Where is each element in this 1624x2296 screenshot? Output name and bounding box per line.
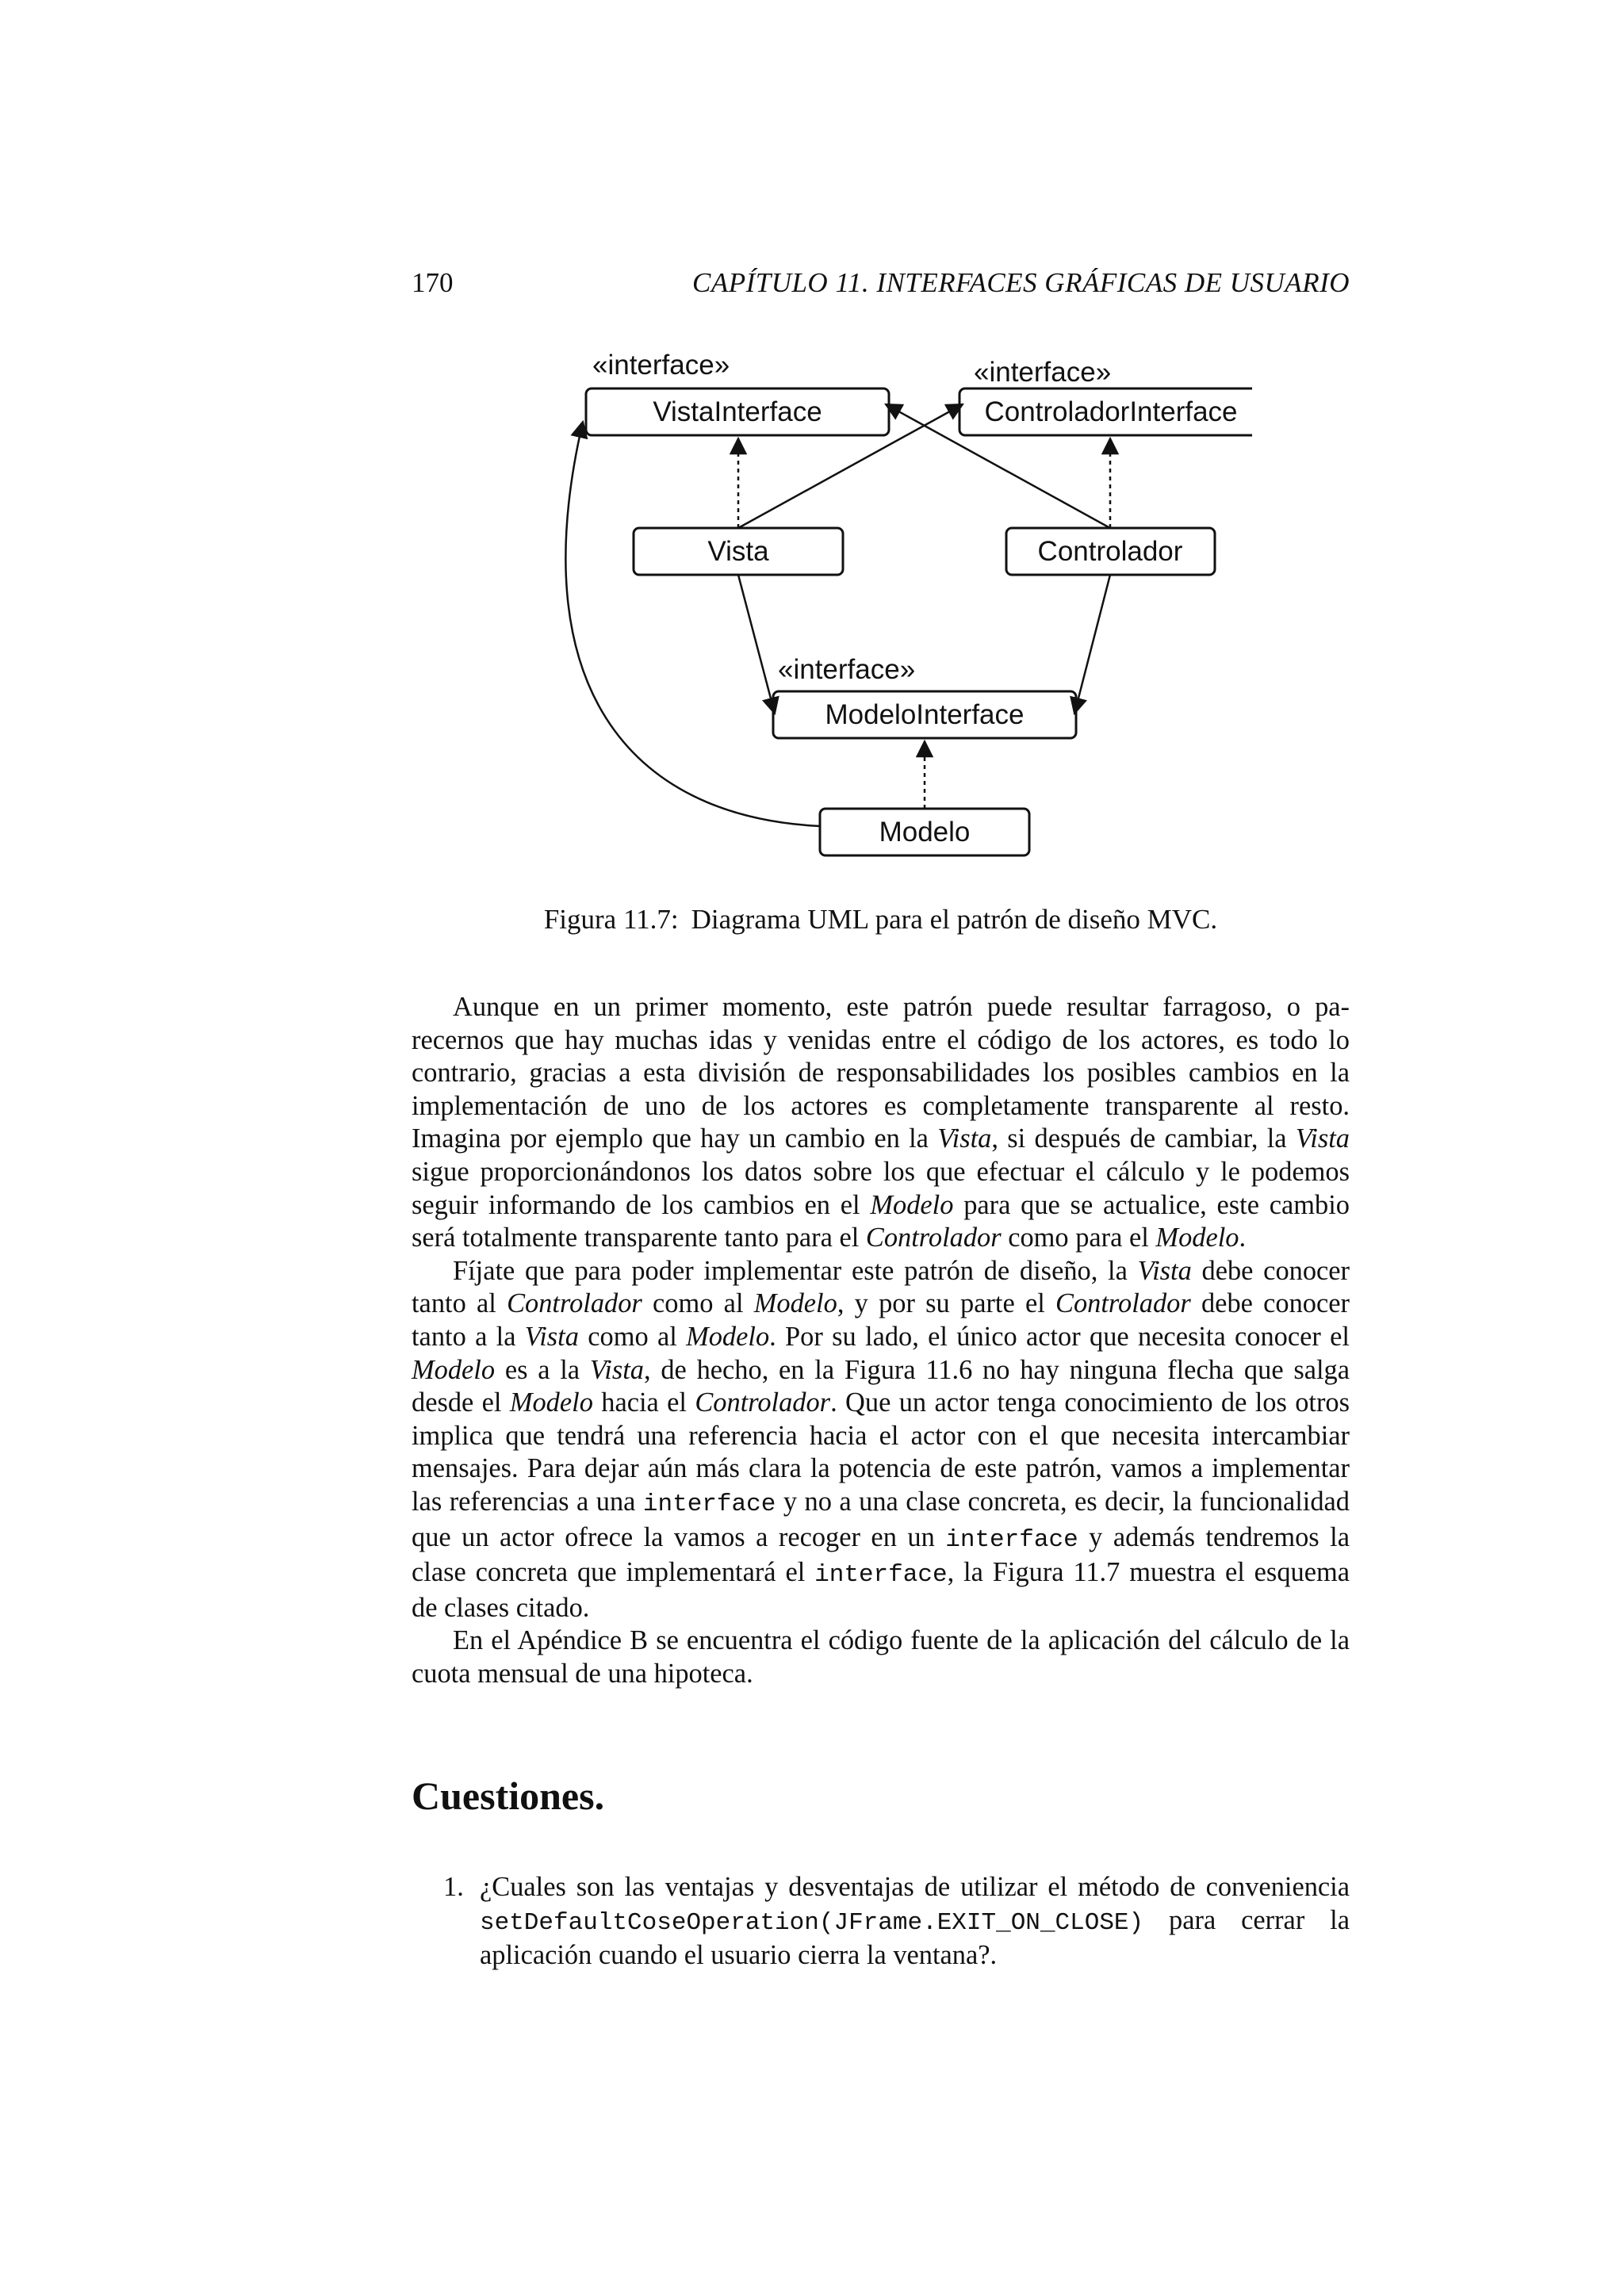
class-label-modelo: Modelo <box>879 817 971 848</box>
emphasis: Modelo <box>509 1387 593 1418</box>
class-controlador <box>1006 528 1215 575</box>
text-run: como al <box>642 1288 754 1319</box>
text-run: Aunque en un primer momento, este patrón puede resultar farragoso, o parecernos que hay muchas idas y venidas entre el código de los actores, es todo lo contrario, gracias a esta división de responsabilidades los posibles cambios en la implementación de uno de los actores es completamente transparente al resto. Imagina por ejemplo que hay un cambio en la <box>412 992 1350 1154</box>
class-label-vista: Vista <box>707 536 769 567</box>
emphasis: Modelo <box>753 1288 837 1319</box>
emphasis: Controlador <box>1055 1288 1191 1319</box>
emphasis: Modelo <box>1155 1223 1239 1253</box>
caption-text: Diagrama UML para el patrón de diseño MVC. <box>691 904 1218 935</box>
association-controlador-to-modelo-interface <box>1074 575 1110 714</box>
emphasis: Controlador <box>507 1288 642 1319</box>
emphasis: Modelo <box>686 1321 770 1352</box>
emphasis: Vista <box>589 1354 644 1385</box>
text-run: debe conocer tanto a la <box>412 1288 1350 1352</box>
stereotype-controlador-interface: «interface» <box>974 357 1112 388</box>
document-page <box>412 0 1350 2296</box>
class-modelo <box>820 809 1029 855</box>
class-vista-interface <box>586 388 889 435</box>
question-text: para cerrar la aplicación cuando el usuario cierra la ventana?. <box>480 1904 1350 1971</box>
paragraph-1 <box>412 991 1350 1255</box>
code-keyword: interface <box>945 1525 1078 1554</box>
text-run: . Por su lado, el único actor que necesita conocer el <box>769 1321 1350 1352</box>
text-run: sigue proporcionándonos los datos sobre los que efectuar el cálculo y le podemos seguir informando de los cambios en el <box>412 1156 1350 1220</box>
text-run: para que se actualice, este cambio será totalmente transparente tanto para el <box>412 1189 1350 1253</box>
class-label-modelo-interface: ModeloInterface <box>825 699 1025 730</box>
code-snippet: setDefaultCoseOperation(JFrame.EXIT_ON_CLOSE) <box>480 1908 1144 1937</box>
class-label-vista-interface: VistaInterface <box>653 396 822 427</box>
body-text <box>412 991 1350 1690</box>
stereotype-vista-interface: «interface» <box>592 350 730 381</box>
text-run: . <box>1239 1223 1247 1253</box>
emphasis: Modelo <box>870 1189 954 1220</box>
text-run: como para el <box>1001 1223 1156 1253</box>
question-list <box>412 1871 1350 1973</box>
text-run: , la Figura 11.7 muestra el esquema de clases citado. <box>412 1557 1350 1623</box>
section-heading: Cuestiones. <box>412 1774 605 1818</box>
text-run: hacia el <box>592 1387 695 1418</box>
question-item <box>412 1871 1350 1973</box>
association-vista-to-modelo-interface <box>738 575 775 714</box>
figure-caption <box>412 900 1350 939</box>
text-run: y no a una clase concreta, es decir, la funcionalidad que un actor ofrece la vamos a recoger en un <box>412 1486 1350 1552</box>
paragraph-2 <box>412 1255 1350 1625</box>
text-run: , si después de cambiar, la <box>991 1123 1296 1154</box>
class-label-controlador: Controlador <box>1037 536 1183 567</box>
mvc-uml-diagram <box>507 349 1252 872</box>
question-number: 1. <box>443 1872 464 1902</box>
emphasis: Vista <box>524 1321 579 1352</box>
class-controlador-interface <box>959 388 1252 435</box>
text-run: , de hecho, en la Figura 11.6 no hay ninguna flecha que salga desde el <box>412 1354 1350 1418</box>
code-keyword: interface <box>642 1490 776 1518</box>
page-number: 170 <box>412 267 454 298</box>
class-modelo-interface <box>773 691 1076 738</box>
emphasis: Controlador <box>695 1387 831 1418</box>
uml-figure <box>507 349 1252 872</box>
text-run: , y por su parte el <box>837 1288 1056 1319</box>
stereotype-modelo-interface: «interface» <box>778 654 916 685</box>
emphasis: Controlador <box>865 1223 1002 1253</box>
caption-label: Figura 11.7: <box>543 904 679 935</box>
paragraph-3: En el Apéndice B se encuentra el código fuente de la aplicación del cálculo de la cuota mensual de una hipoteca. <box>412 1625 1350 1689</box>
text-run: debe conocer tanto al <box>412 1255 1350 1319</box>
text-run: como al <box>578 1321 687 1352</box>
question-text: ¿Cuales son las ventajas y desventajas de utilizar el método de conveniencia <box>480 1872 1350 1902</box>
text-run: . Que un actor tenga conocimiento de los otros implica que tendrá una referencia hacia el actor con el que necesita intercambiar mensajes. Para dejar aún más clara la potencia de este patrón, vamos a implementar las referencias a una <box>412 1387 1350 1517</box>
class-vista <box>634 528 843 575</box>
emphasis: Vista <box>1295 1123 1350 1154</box>
text-run: Fíjate que para poder implementar este patrón de diseño, la <box>453 1255 1138 1286</box>
code-keyword: interface <box>814 1561 948 1590</box>
emphasis: Modelo <box>412 1354 496 1385</box>
emphasis: Vista <box>937 1123 992 1154</box>
text-run: y además tendremos la clase concreta que implementará el <box>412 1521 1350 1588</box>
running-head <box>412 263 1350 303</box>
chapter-title: CAPÍTULO 11. INTERFACES GRÁFICAS DE USUARIO <box>691 267 1350 298</box>
association-modelo-to-vista-interface <box>565 422 820 826</box>
class-label-controlador-interface: ControladorInterface <box>984 396 1238 427</box>
text-run: es a la <box>495 1354 590 1385</box>
emphasis: Vista <box>1137 1255 1192 1286</box>
